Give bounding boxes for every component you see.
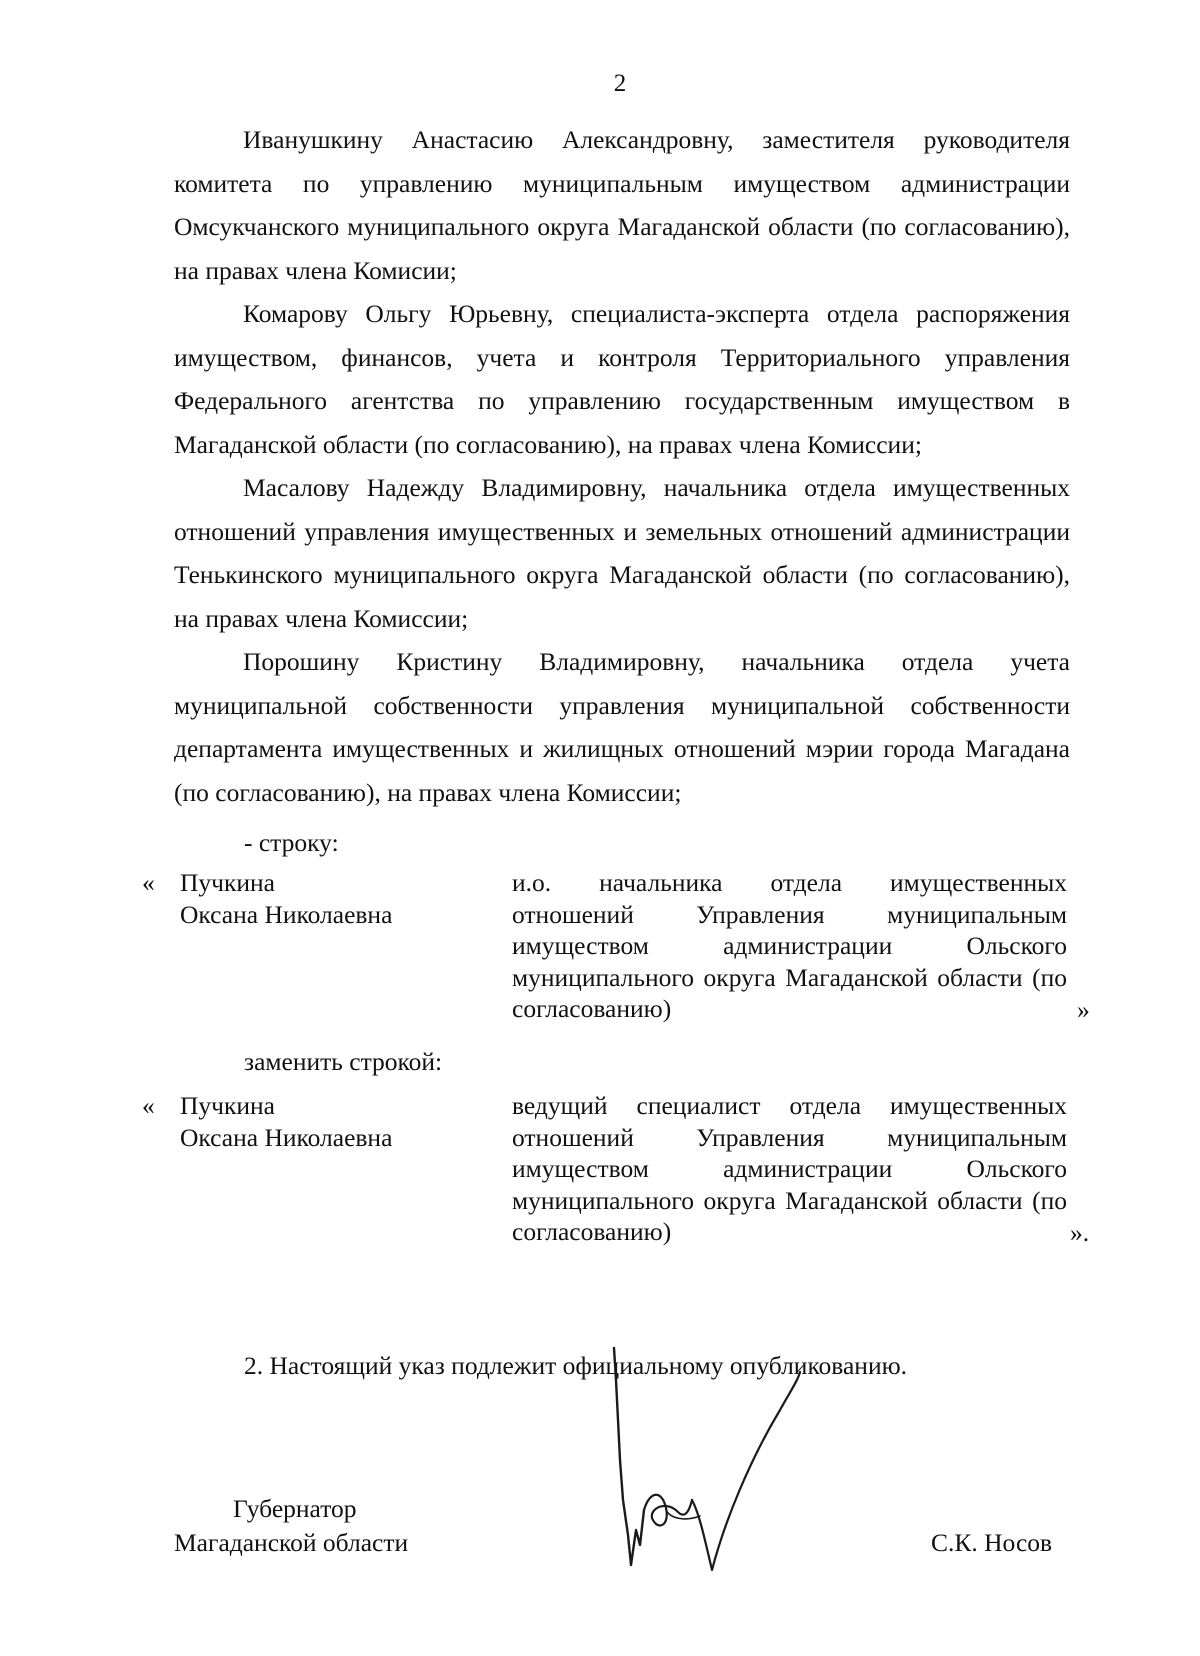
handwritten-signature-image: [600, 1340, 860, 1580]
member-paragraph-komarova: Комарову Ольгу Юрьевну, специалиста-эксперта отдела распоряжения имуществом, финансов, учета и контроля Территориального управления Федерального агентства по управлению государственным имуществом в Магаданской области (по согласованию), на правах члена Комиссии;: [174, 299, 1070, 459]
row-instruction: - строку:: [244, 828, 339, 857]
old-entry-description: и.о. начальника отдела имущественных отношений Управления муниципальным имуществом администрации Ольского муниципального округа Магаданской области (по согласованию): [512, 868, 1067, 1023]
old-entry-surname: Пучкина: [180, 868, 275, 897]
new-entry-description: ведущий специалист отдела имущественных отношений Управления муниципальным имуществом администрации Ольского муниципального округа Магаданской области (по согласованию): [512, 1091, 1067, 1246]
signatory-title-line2: Магаданской области: [174, 1528, 409, 1557]
new-entry-quote-open: «: [142, 1091, 155, 1120]
signatory-name: С.К. Носов: [931, 1528, 1053, 1557]
signature-stroke-vertical: [614, 1348, 644, 1565]
new-entry-quote-close: ».: [1070, 1217, 1090, 1247]
signature-stroke-tail: [692, 1372, 800, 1570]
old-entry-name: [180, 867, 480, 930]
new-entry: [142, 1090, 1092, 1248]
old-entry-quote-close: »: [1077, 994, 1090, 1024]
new-entry-name: [180, 1090, 480, 1153]
new-entry-surname: Пучкина: [180, 1091, 275, 1120]
members-list: [174, 118, 1070, 814]
member-paragraph-poroshina: Порошину Кристину Владимировну, начальника отдела учета муниципальной собственности управления муниципальной собственности департамента имущественных и жилищных отношений мэрии города Магадана (по согласованию), на правах члена Комиссии;: [174, 647, 1070, 807]
replace-instruction: заменить строкой:: [244, 1047, 443, 1076]
publication-clause: 2. Настоящий указ подлежит официальному опубликованию.: [244, 1351, 908, 1380]
old-entry: [142, 867, 1092, 1025]
new-entry-given-names: Оксана Николаевна: [180, 1122, 393, 1152]
old-entry-given-names: Оксана Николаевна: [180, 899, 393, 929]
signature-stroke-loop: [644, 1495, 692, 1526]
signatory-title: [174, 1492, 408, 1560]
page-number: 2: [613, 70, 627, 97]
old-entry-quote-open: «: [142, 868, 155, 897]
signatory-title-line1: Губернатор: [233, 1494, 357, 1523]
member-paragraph-masalova: Масалову Надежду Владимировну, начальника отдела имущественных отношений управления имущественных и земельных отношений администрации Тенькинского муниципального округа Магаданской области (по согласованию), на правах члена Комиссии;: [174, 473, 1070, 633]
member-paragraph-ivanushkina: Иванушкину Анастасию Александровну, заместителя руководителя комитета по управлению муниципальным имуществом администрации Омсукчанского муниципального округа Магаданской области (по согласованию), на правах члена Комиcии;: [174, 125, 1070, 285]
